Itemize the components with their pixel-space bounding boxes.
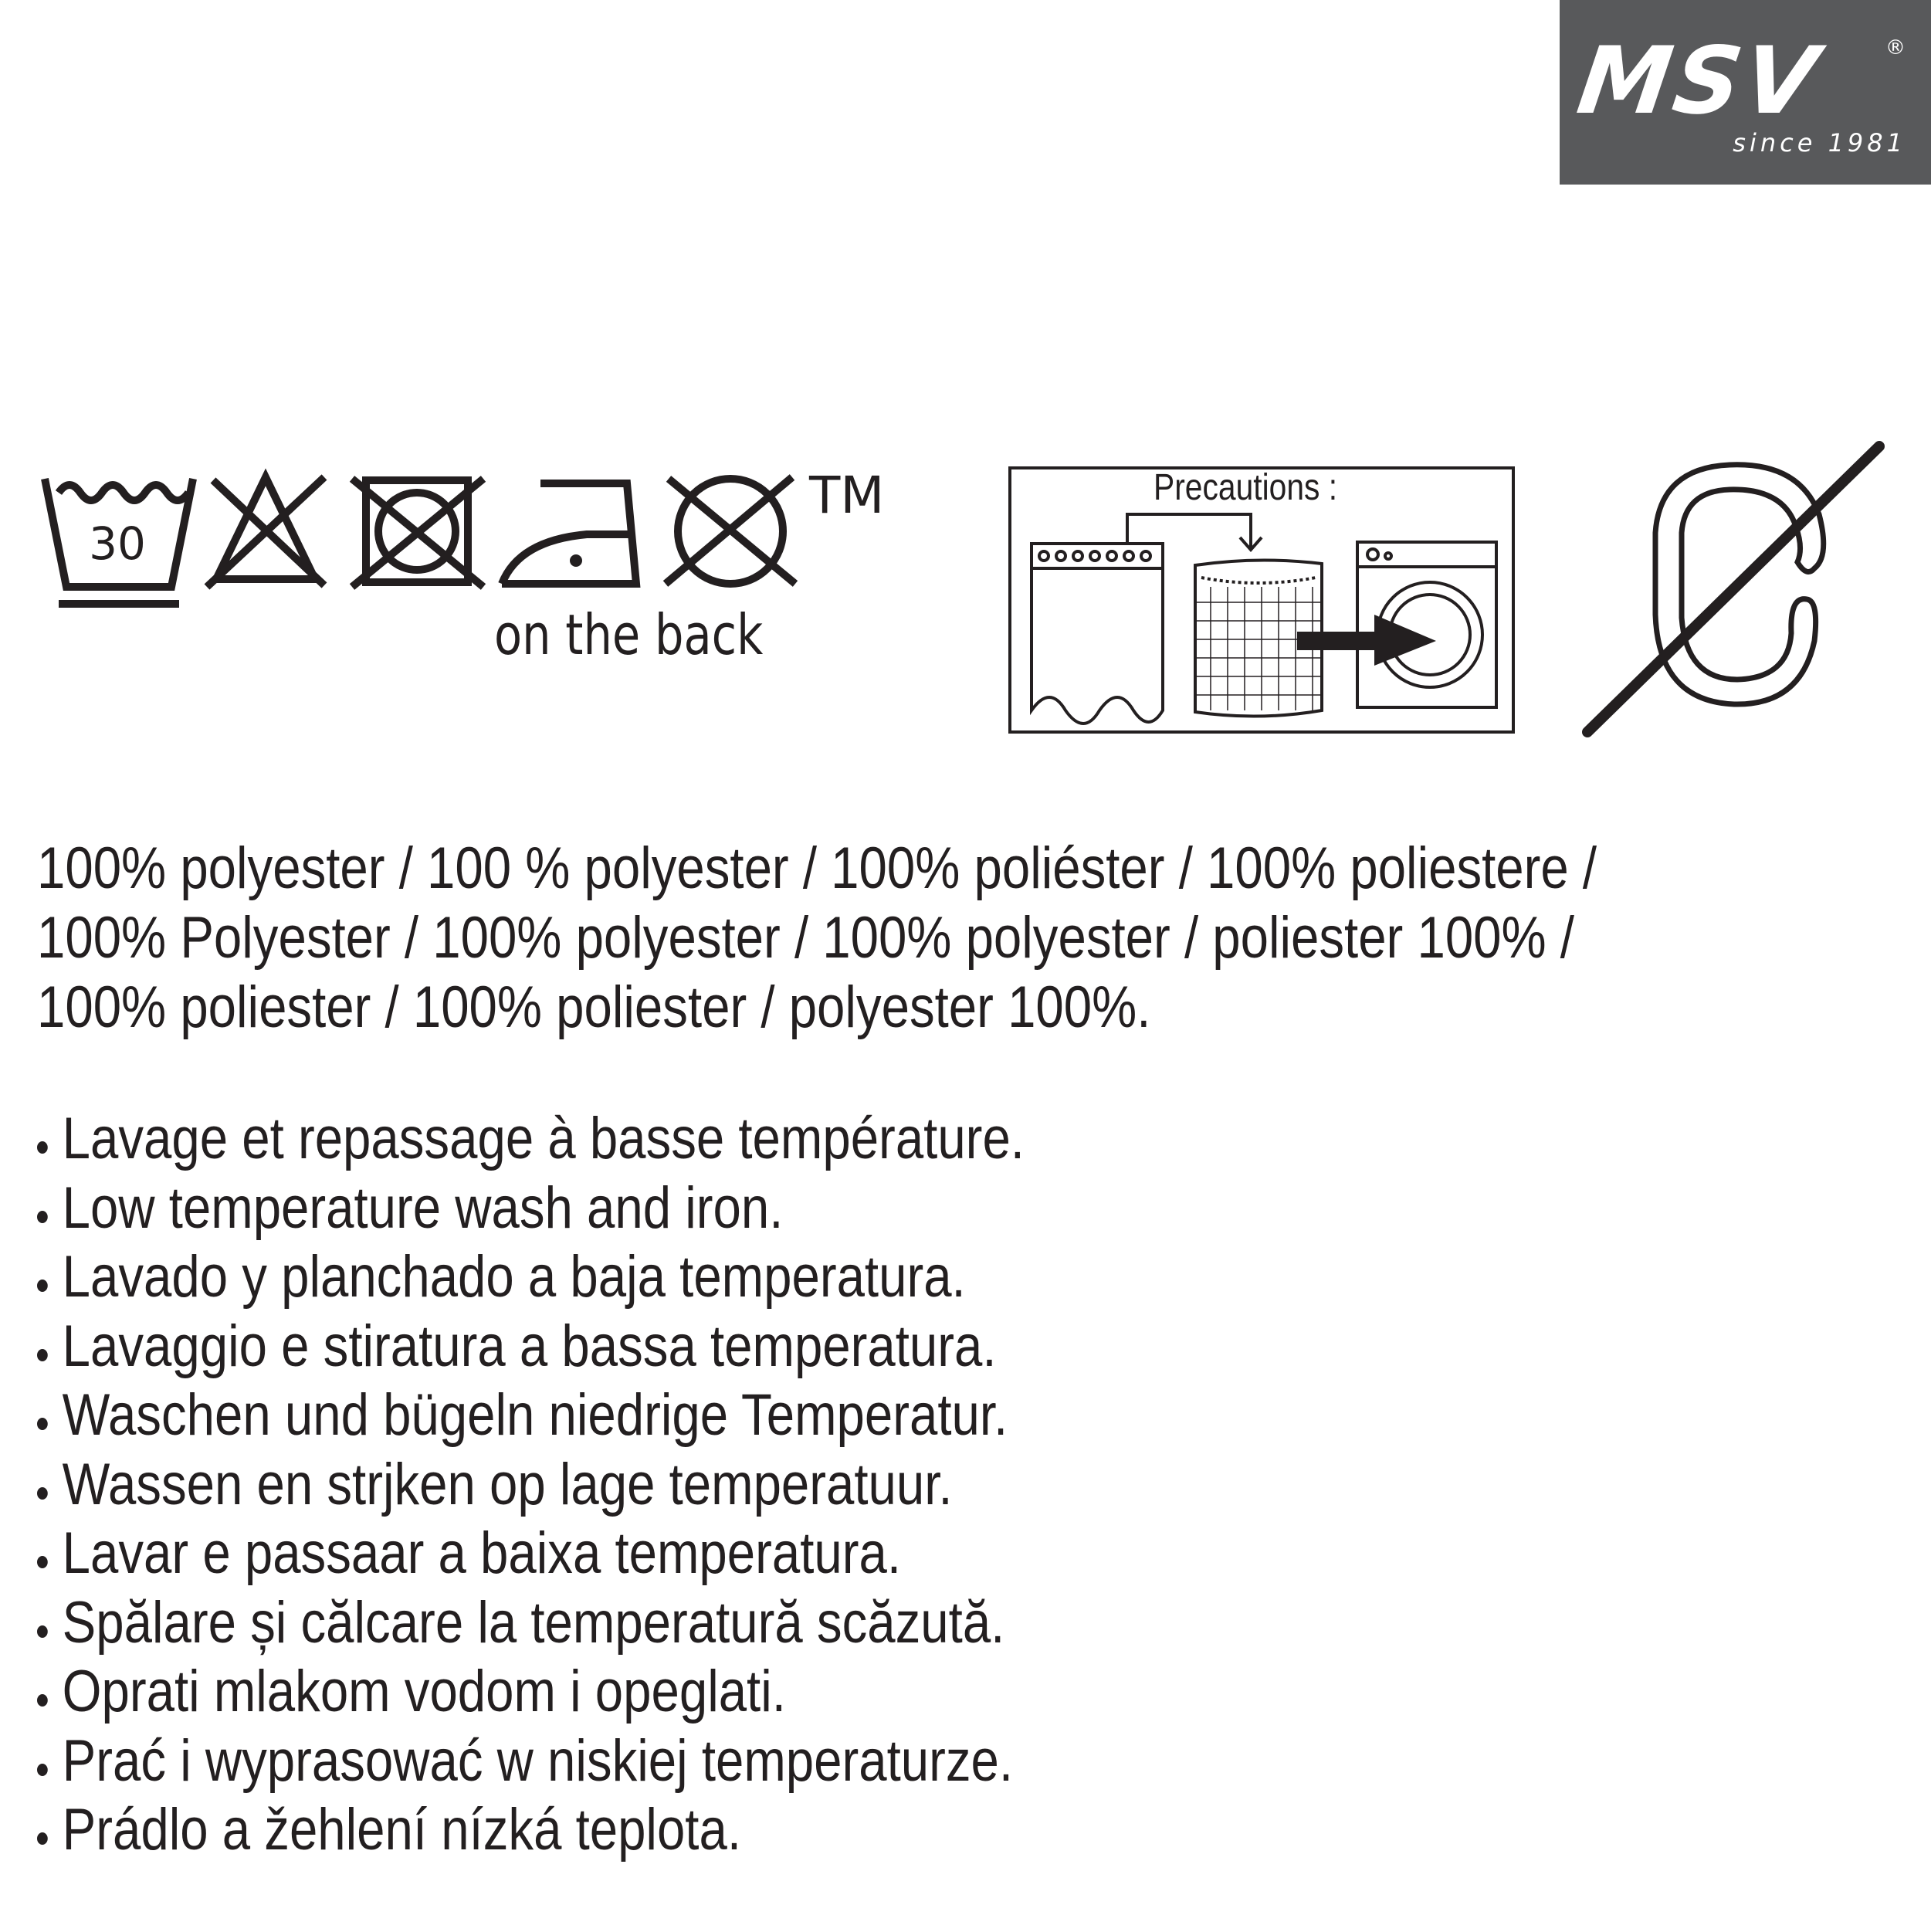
do-not-tumble-dry-icon [352, 479, 483, 587]
list-item [37, 1588, 1025, 1658]
composition-line: 100% poliester / 100% poliester / polyester 100%. [37, 974, 1151, 1040]
registered-mark: ® [1885, 36, 1906, 59]
instruction-text: Prádlo a žehlení nízká teplota. [62, 1797, 741, 1863]
do-not-dry-clean-icon [666, 477, 795, 584]
list-item [37, 1519, 1025, 1588]
list-item [37, 1312, 1025, 1381]
composition-line: 100% polyester / 100 % polyester / 100% poliéster / 100% poliestere / [37, 836, 1597, 901]
list-item [37, 1727, 1025, 1796]
bullet-icon [37, 1764, 48, 1776]
instruction-text: Lavage et repassage à basse température. [62, 1106, 1025, 1171]
bullet-icon [37, 1694, 48, 1707]
care-symbols [0, 432, 927, 618]
list-item [37, 1450, 1025, 1520]
care-instructions [37, 1104, 1025, 1865]
brand-since: since 1981 [1733, 128, 1906, 158]
list-item [37, 1174, 1025, 1243]
instruction-text: Lavaggio e stiratura a bassa temperatura. [62, 1313, 997, 1379]
brand-name: MSV [1571, 27, 1827, 135]
list-item [37, 1104, 1025, 1174]
instruction-text: Low temperature wash and iron. [62, 1174, 784, 1241]
bullet-icon [37, 1211, 48, 1223]
instruction-text: Lavado y planchado a baja temperatura. [62, 1244, 966, 1310]
iron-low-icon [502, 483, 636, 584]
care-note: on the back [494, 602, 764, 667]
bullet-icon [37, 1349, 48, 1361]
list-item [37, 1795, 1025, 1865]
precautions-label: Precautions : [1154, 467, 1338, 508]
brand-logo [1560, 0, 1931, 185]
instruction-text: Waschen und bügeln niedrige Temperatur. [62, 1382, 1008, 1448]
list-item [37, 1657, 1025, 1727]
list-item [37, 1381, 1025, 1450]
instruction-text: Wassen en strjken op lage temperatuur. [62, 1451, 953, 1517]
instruction-text: Oprati mlakom vodom i opeglati. [62, 1659, 786, 1724]
bullet-icon [37, 1418, 48, 1430]
curtain-icon [1032, 544, 1163, 724]
wash-30-icon [45, 479, 193, 604]
bullet-icon [37, 1280, 48, 1292]
composition [37, 834, 1631, 1042]
bullet-icon [37, 1625, 48, 1638]
trademark: TM [809, 466, 885, 525]
instruction-text: Lavar e passaar a baixa temperatura. [62, 1520, 902, 1586]
bullet-icon [37, 1832, 48, 1845]
bullet-icon [37, 1556, 48, 1568]
no-hooks-icon [1575, 432, 1899, 757]
wash-temperature: 30 [89, 517, 146, 570]
instruction-text: Spălare și călcare la temperatură scăzută. [62, 1589, 1005, 1656]
do-not-bleach-icon [207, 477, 324, 587]
bullet-icon [37, 1141, 48, 1154]
list-item [37, 1242, 1025, 1312]
composition-line: 100% Polyester / 100% polyester / 100% polyester / poliester 100% / [37, 905, 1574, 971]
instruction-text: Prać i wyprasować w niskiej temperaturze. [62, 1727, 1014, 1794]
bullet-icon [37, 1487, 48, 1500]
